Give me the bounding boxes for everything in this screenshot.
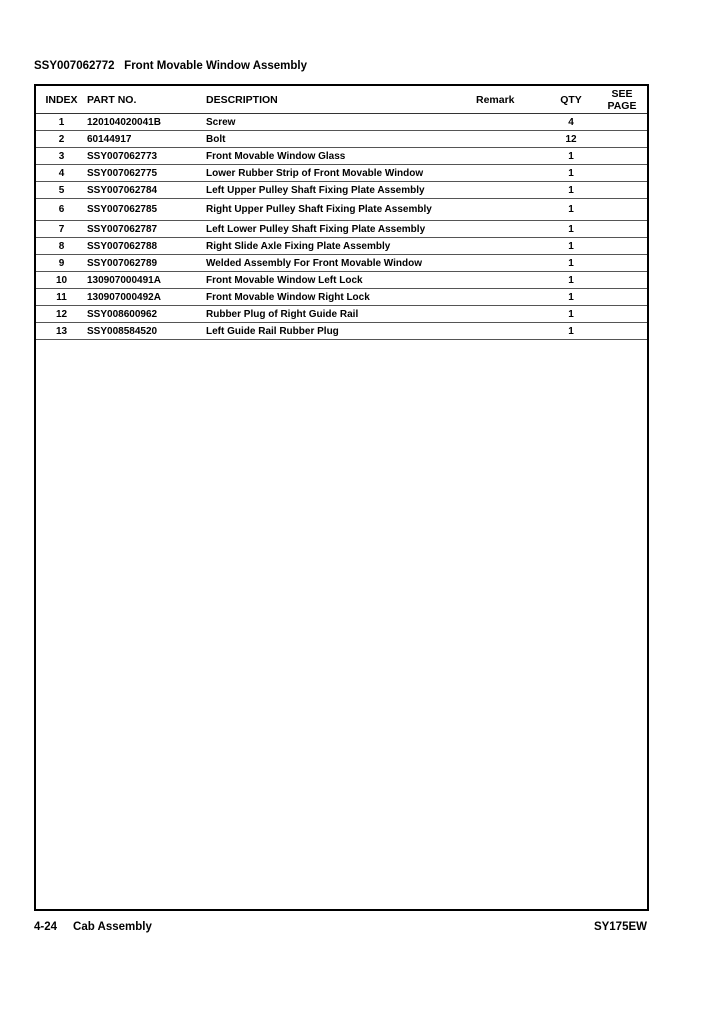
index-cell: 7 (58, 223, 65, 235)
description-cell: Front Movable Window Right Lock (206, 291, 370, 303)
description-cell: Screw (206, 116, 236, 128)
index-cell: 8 (58, 240, 65, 252)
qty-cell: 1 (568, 223, 574, 235)
index-cell: 10 (55, 274, 68, 286)
part-no-cell: SSY007062773 (87, 150, 158, 162)
qty-cell: 1 (568, 150, 574, 162)
description-cell: Left Lower Pulley Shaft Fixing Plate Assembly (206, 223, 426, 235)
table-row (36, 199, 647, 221)
qty-cell: 12 (565, 133, 577, 145)
part-no-cell: SSY007062784 (87, 184, 158, 196)
part-no-cell: SSY007062789 (87, 257, 158, 269)
part-no-cell: 130907000492A (87, 291, 161, 303)
part-no-cell: 60144917 (87, 133, 132, 145)
column-header-see-page (604, 86, 640, 113)
column-header-part-no: PART NO. (87, 93, 137, 106)
qty-cell: 1 (568, 274, 574, 286)
table-row (36, 272, 647, 289)
qty-cell: 1 (568, 184, 574, 196)
index-cell: 1 (58, 116, 65, 128)
page-number: 4-24 (34, 921, 58, 933)
description-cell: Lower Rubber Strip of Front Movable Window (206, 167, 424, 179)
part-no-cell: 130907000491A (87, 274, 161, 286)
index-cell: 13 (55, 325, 68, 337)
footer-left (34, 921, 152, 933)
column-header-qty: QTY (560, 93, 582, 106)
see-page-line1: SEE (611, 87, 633, 100)
table-row (36, 255, 647, 272)
table-row (36, 323, 647, 340)
parts-table (34, 84, 649, 911)
model-name: SY175EW (593, 921, 647, 933)
part-no-cell: SSY007062785 (87, 204, 158, 215)
table-body (36, 114, 647, 340)
qty-cell: 1 (568, 325, 574, 337)
qty-cell: 1 (568, 204, 574, 215)
index-cell: 12 (55, 308, 68, 320)
table-header (36, 86, 647, 114)
page-title (34, 60, 307, 72)
part-no-cell: SSY008584520 (87, 325, 158, 337)
table-row (36, 221, 647, 238)
table-row (36, 131, 647, 148)
description-cell: Front Movable Window Glass (206, 150, 346, 162)
index-cell: 9 (58, 257, 65, 269)
part-no-cell: 120104020041B (87, 116, 161, 128)
index-cell: 4 (58, 167, 65, 179)
column-header-description: DESCRIPTION (206, 93, 278, 106)
description-cell: Front Movable Window Left Lock (206, 274, 363, 286)
qty-cell: 1 (568, 257, 574, 269)
see-page-line2: PAGE (607, 99, 637, 112)
table-row (36, 114, 647, 131)
table-row (36, 148, 647, 165)
part-no-cell: SSY007062775 (87, 167, 158, 179)
part-no-cell: SSY007062787 (87, 223, 158, 235)
qty-cell: 1 (568, 291, 574, 303)
description-cell: Rubber Plug of Right Guide Rail (206, 308, 359, 320)
index-cell: 6 (58, 204, 65, 215)
table-row (36, 289, 647, 306)
index-cell: 11 (56, 291, 67, 303)
description-cell: Bolt (206, 133, 226, 145)
index-cell: 5 (58, 184, 65, 196)
description-cell: Left Guide Rail Rubber Plug (206, 325, 339, 337)
table-row (36, 165, 647, 182)
assembly-code: SSY007062772 (34, 60, 115, 72)
table-row (36, 182, 647, 199)
index-cell: 2 (58, 133, 65, 145)
part-no-cell: SSY008600962 (87, 308, 158, 320)
description-cell: Left Upper Pulley Shaft Fixing Plate Assembly (206, 184, 425, 196)
assembly-name: Front Movable Window Assembly (124, 60, 308, 72)
qty-cell: 4 (568, 116, 574, 128)
description-cell: Right Upper Pulley Shaft Fixing Plate Assembly (206, 204, 432, 215)
table-row (36, 306, 647, 323)
qty-cell: 1 (568, 308, 574, 320)
table-row (36, 238, 647, 255)
section-name: Cab Assembly (73, 921, 152, 933)
description-cell: Right Slide Axle Fixing Plate Assembly (206, 240, 391, 252)
qty-cell: 1 (568, 240, 574, 252)
index-cell: 3 (58, 150, 65, 162)
description-cell: Welded Assembly For Front Movable Window (206, 257, 423, 269)
column-header-remark: Remark (476, 93, 515, 106)
part-no-cell: SSY007062788 (87, 240, 158, 252)
column-header-index: INDEX (45, 93, 78, 106)
qty-cell: 1 (568, 167, 574, 179)
